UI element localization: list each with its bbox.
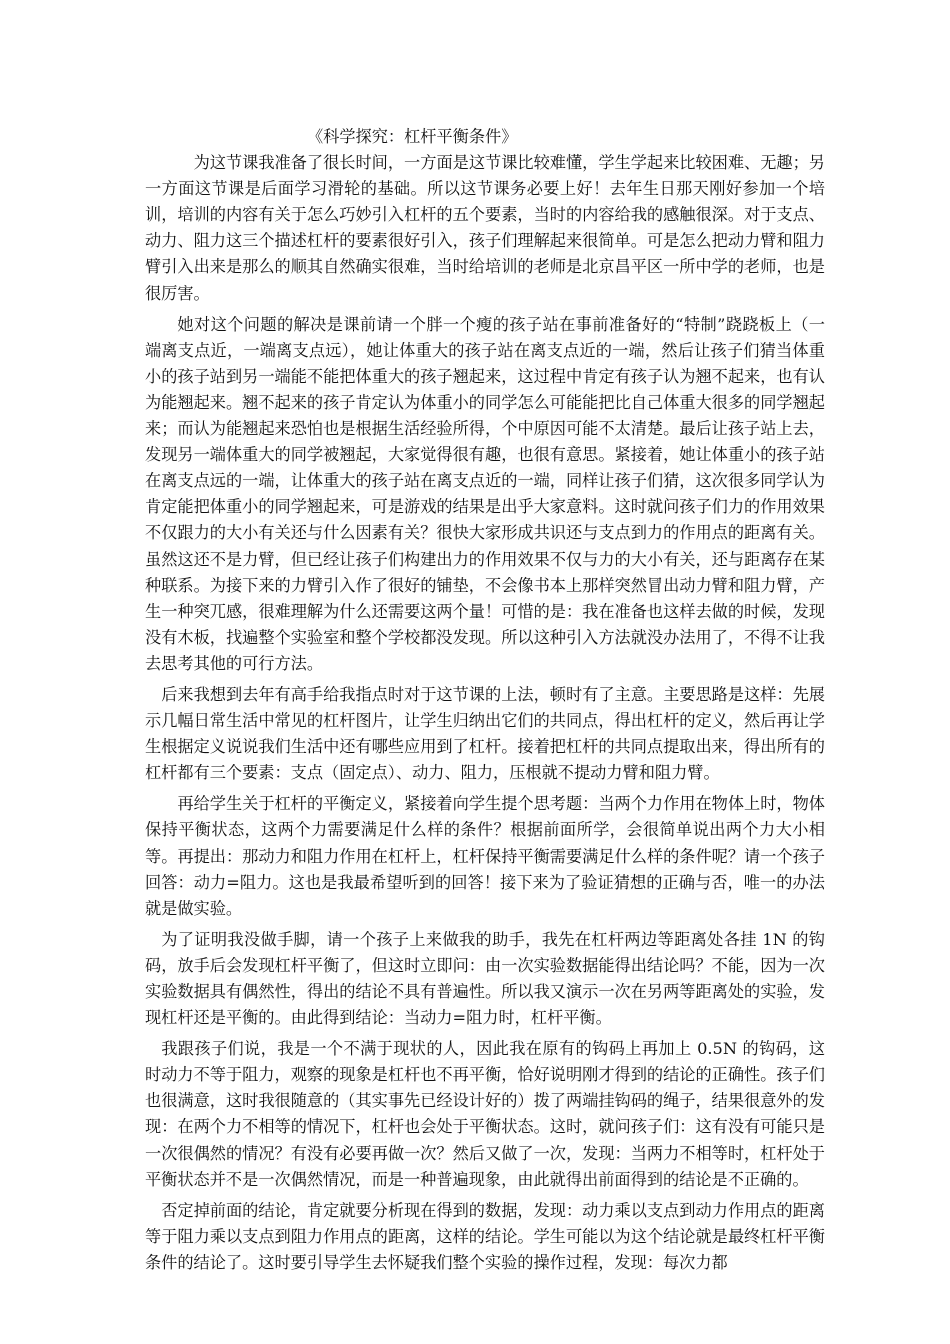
paragraph-1: 为这节课我准备了很长时间，一方面是这节课比较难懂，学生学起来比较困难、无趣；另一方面这节课是后面学习滑轮的基础。所以这节课务必要上好！去年生日那天刚好参加一个培训，培训的内容有关于怎么巧妙引入杠杆的五个要素，当时的内容给我的感触很深。对于支点、动力、阻力这三个描述杠杆的要素很好引入，孩子们理解起来很简单。可是怎么把动力臂和阻力臂引入出来是那么的顺其自然确实很难，当时给培训的老师是北京昌平区一所中学的老师，也是很厉害。 — [145, 153, 825, 303]
paragraph-4: 再给学生关于杠杆的平衡定义，紧接着向学生提个思考题：当两个力作用在物体上时，物体保持平衡状态，这两个力需要满足什么样的条件？根据前面所学，会很简单说出两个力大小相等。再提出：那动力和阻力作用在杠杆上，杠杆保持平衡需要满足什么样的条件呢？请一个孩子回答：动力=阻力。这也是我最希望听到的回答！接下来为了验证猜想的正确与否，唯一的办法就是做实验。 — [145, 794, 825, 918]
paragraph-5: 为了证明我没做手脚，请一个孩子上来做我的助手，我先在杠杆两边等距离处各挂 1N 的钩码，放手后会发现杠杆平衡了，但这时立即问：由一次实验数据能得出结论吗？不能，因为一次实验数据具有偶然性，得出的结论不具有普遍性。所以我又演示一次在另两等距离处的实验，发现杠杆还是平衡的。由此得到结论：当动力=阻力时，杠杆平衡。 — [145, 929, 825, 1028]
document-body — [145, 124, 825, 1276]
paragraph-6: 我跟孩子们说，我是一个不满于现状的人，因此我在原有的钩码上再加上 0.5N 的钩码，这时动力不等于阻力，观察的现象是杠杆也不再平衡，恰好说明刚才得到的结论的正确性。孩子们也很满意，这时我很随意的（其实事先已经设计好的）拨了两端挂钩码的绳子，结果很意外的发现：在两个力不相等的情况下，杠杆也会处于平衡状态。这时，就问孩子们：这有没有可能只是一次很偶然的情况？有没有必要再做一次？然后又做了一次，发现：当两力不相等时，杠杆处于平衡状态并不是一次偶然情况，而是一种普遍现象，由此就得出前面得到的结论是不正确的。 — [145, 1039, 825, 1189]
paragraph-7: 否定掉前面的结论，肯定就要分析现在得到的数据，发现：动力乘以支点到动力作用点的距离等于阻力乘以支点到阻力作用点的距离，这样的结论。学生可能以为这个结论就是最终杠杆平衡条件的结论了。这时要引导学生去怀疑我们整个实验的操作过程，发现：每次力都 — [145, 1200, 825, 1272]
paragraph-3: 后来我想到去年有高手给我指点时对于这节课的上法，顿时有了主意。主要思路是这样：先展示几幅日常生活中常见的杠杆图片，让学生归纳出它们的共同点，得出杠杆的定义，然后再让学生根据定义说说我们生活中还有哪些应用到了杠杆。接着把杠杆的共同点提取出来，得出所有的杠杆都有三个要素：支点（固定点）、动力、阻力，压根就不提动力臂和阻力臂。 — [145, 684, 825, 783]
document-title: 《科学探究：杠杆平衡条件》 — [307, 127, 518, 146]
paragraph-2: 她对这个问题的解决是课前请一个胖一个瘦的孩子站在事前准备好的“特制”跷跷板上（一端离支点近，一端离支点远），她让体重大的孩子站在离支点近的一端，然后让孩子们猜当体重小的孩子站到另一端能不能把体重大的孩子翘起来，这过程中肯定有孩子认为翘不起来，也有认为能翘起来。翘不起来的孩子肯定认为体重小的同学怎么可能能把比自己体重大很多的同学翘起来；而认为能翘起来恐怕也是根据生活经验所得，个中原因可能不太清楚。最后让孩子站上去，发现另一端体重大的同学被翘起，大家觉得很有趣，也很有意思。紧接着，她让体重小的孩子站在离支点远的一端，让体重大的孩子站在离支点近的一端，同样让孩子们猜，这次很多同学认为肯定能把体重小的同学翘起来，可是游戏的结果是出乎大家意料。这时就问孩子们力的作用效果不仅跟力的大小有关还与什么因素有关？很快大家形成共识还与支点到力的作用点的距离有关。虽然这还不是力臂，但已经让孩子们构建出力的作用效果不仅与力的大小有关，还与距离存在某种联系。为接下来的力臂引入作了很好的铺垫，不会像书本上那样突然冒出动力臂和阻力臂，产生一种突兀感，很难理解为什么还需要这两个量！可惜的是：我在准备也这样去做的时候，发现没有木板，找遍整个实验室和整个学校都没发现。所以这种引入方法就没办法用了，不得不让我去思考其他的可行方法。 — [145, 314, 825, 673]
